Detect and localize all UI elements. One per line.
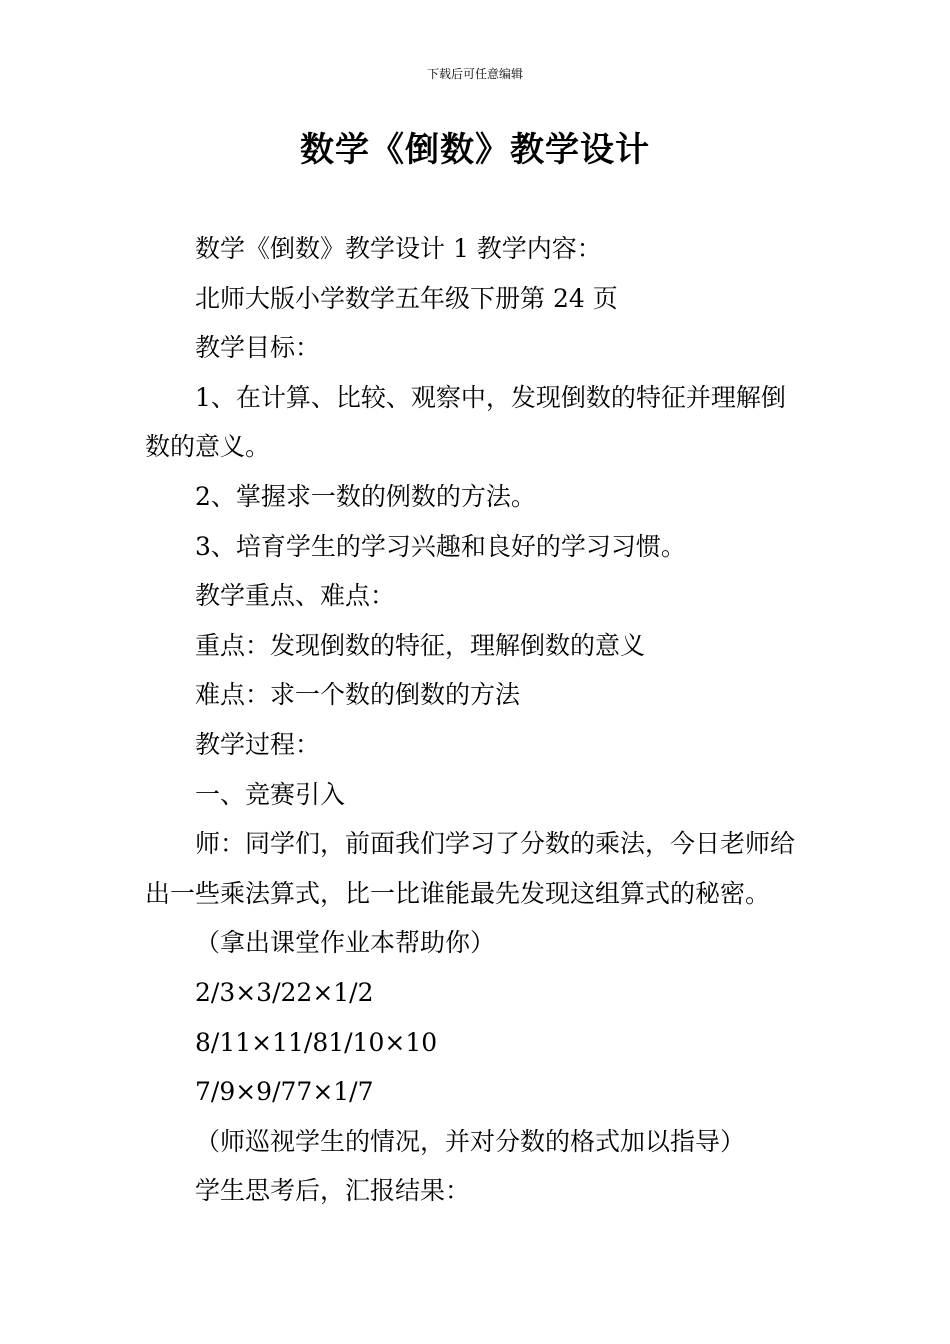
paragraph: 教学目标： — [195, 333, 321, 363]
document-title: 数学《倒数》教学设计 — [300, 130, 650, 170]
paragraph: 一、竞赛引入 — [195, 779, 346, 809]
paragraph: 2、掌握求一数的例数的方法。 — [195, 481, 536, 511]
paragraph: 北师大版小学数学五年级下册第 24 页 — [195, 283, 618, 313]
header-note: 下载后可任意编辑 — [426, 67, 523, 81]
paragraph: 数学《倒数》教学设计 1 教学内容： — [195, 234, 602, 263]
paragraph: 2/3×3/22×1/2 — [195, 977, 374, 1007]
paragraph: 3、培育学生的学习兴趣和良好的学习习惯。 — [195, 531, 686, 561]
paragraph: 师：同学们，前面我们学习了分数的乘法，今日老师给出一些乘法算式，比一比谁能最先发现这组算式的秘密。 — [145, 829, 796, 908]
paragraph: 难点：求一个数的倒数的方法 — [195, 680, 521, 710]
document-body — [145, 224, 810, 1216]
paragraph: 重点：发现倒数的特征，理解倒数的意义 — [195, 630, 646, 660]
paragraph: （拿出课堂作业本帮助你） — [195, 928, 496, 958]
paragraph: （师巡视学生的情况，并对分数的格式加以指导） — [195, 1126, 746, 1156]
paragraph: 7/9×9/77×1/7 — [195, 1077, 374, 1107]
paragraph: 教学重点、难点： — [195, 581, 396, 611]
paragraph: 学生思考后，汇报结果： — [195, 1176, 471, 1206]
paragraph: 1、在计算、比较、观察中，发现倒数的特征并理解倒数的意义。 — [145, 382, 786, 462]
paragraph: 教学过程： — [195, 729, 321, 759]
paragraph: 8/11×11/81/10×10 — [195, 1027, 438, 1057]
